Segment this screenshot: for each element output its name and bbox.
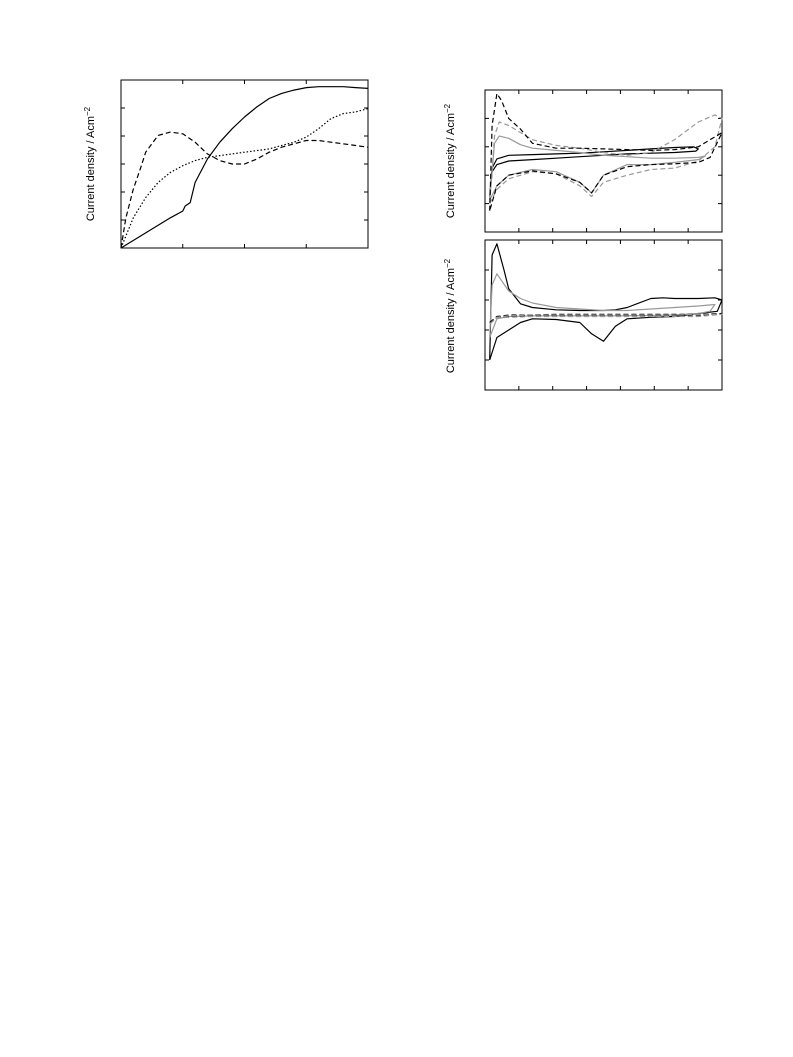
series-line-3 — [490, 115, 722, 204]
series-group — [490, 94, 722, 211]
series-group — [121, 87, 368, 248]
series-line-1 — [490, 244, 722, 360]
chart-right-top — [443, 90, 722, 232]
chart-left — [83, 80, 368, 248]
chart-right-bottom — [443, 240, 722, 390]
series-line-3 — [121, 109, 368, 248]
series-line-2 — [490, 274, 715, 338]
y-axis-label: Current density / Acm$^{-2}$ — [443, 103, 457, 219]
series-group — [490, 244, 722, 360]
y-axis-label: Current density / Acm$^{-2}$ — [83, 106, 97, 222]
series-line-2 — [121, 132, 368, 248]
y-axis-label: Current density / Acm$^{-2}$ — [443, 258, 457, 374]
series-line-1 — [121, 87, 368, 248]
